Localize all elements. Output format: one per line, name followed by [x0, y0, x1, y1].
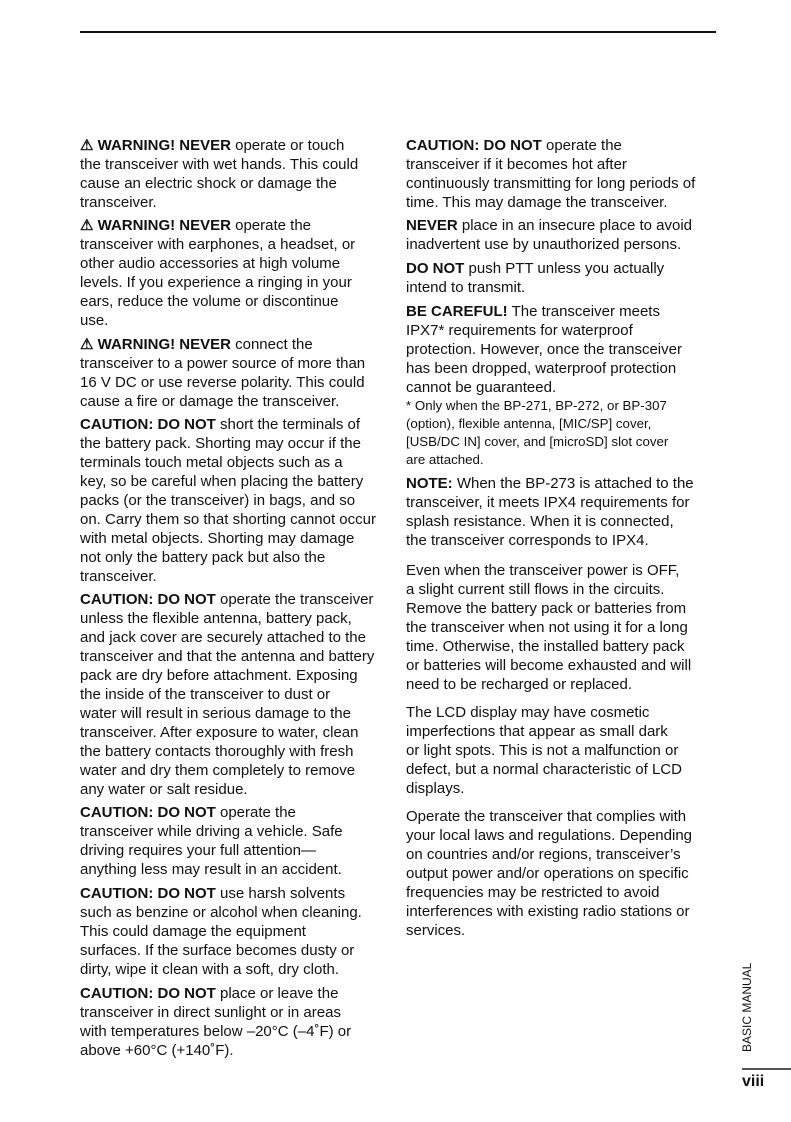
never-insecure-place: NEVER place in an insecure place to avoid inadvertent use by unauthorized persons. — [406, 217, 693, 253]
be-careful-waterproof: BE CAREFUL! The transceiver meets IPX7* requirements for waterproof protection. However, once the transceiver has been dropped, waterproof protection cannot be guaranteed. — [406, 303, 682, 396]
caution-temperature: CAUTION: DO NOT place or leave the transceiver in direct sunlight or in areas with temperatures below –20°C (–4˚F) or above +60°C (+140˚F). — [80, 985, 352, 1059]
warning-power-source: ⚠ WARNING! NEVER connect the transceiver to a power source of more than 16 V DC or use reverse polarity. This could cause a fire or damage the transceiver. — [80, 336, 366, 410]
footer-rule — [742, 1068, 791, 1070]
caution-hot: CAUTION: DO NOT operate the transceiver if it becomes hot after continuously transmitting for long periods of time. This may damage the transceiver. — [406, 137, 696, 211]
note-bp273: NOTE: When the BP-273 is attached to the transceiver, it meets IPX4 requirements for splash resistance. When it is connected, the transceiver corresponds to IPX4. — [406, 475, 694, 549]
caution-solvents: CAUTION: DO NOT use harsh solvents such as benzine or alcohol when cleaning. This could damage the equipment surfaces. If the surface becomes dusty or dirty, wipe it clean with a soft, dry cloth. — [80, 885, 362, 978]
local-laws: Operate the transceiver that complies with your local laws and regulations. Depending on countries and/or regions, transceiver’s output power and/or operations on specific frequencies may be restricted to avoid interferences with existing radio stations or services. — [406, 808, 693, 939]
lcd-imperfections: The LCD display may have cosmetic imperfections that appear as small dark or light spots. This is not a malfunction or defect, but a normal characteristic of LCD displays. — [406, 704, 682, 797]
power-off-current: Even when the transceiver power is OFF, a slight current still flows in the circuits. Remove the battery pack or batteries from the transceiver when not using it for a long time. Otherwise, the installed battery pack or batteries will become exhausted and will need to be recharged or replaced. — [406, 562, 692, 693]
warning-wet-hands: ⚠ WARNING! NEVER operate or touch the transceiver with wet hands. This could cause an electric shock or damage the transceiver. — [80, 137, 359, 211]
footnote-ipx7: * Only when the BP-271, BP-272, or BP-307 (option), flexible antenna, [MIC/SP] cover, [USB/DC IN] cover, and [microSD] slot cover are attached. — [406, 398, 669, 467]
side-label: BASIC MANUAL — [740, 962, 754, 1052]
warning-earphones: ⚠ WARNING! NEVER operate the transceiver with earphones, a headset, or other audio accessories at high volume levels. If you experience a ringing in your ears, reduce the volume or discontinue use. — [80, 217, 356, 329]
page-number: viii — [742, 1073, 765, 1090]
caution-short-terminals: CAUTION: DO NOT short the terminals of the battery pack. Shorting may occur if the terminals touch metal objects such as a key, so be careful when placing the battery packs (or the transceiver) in bags, and so on. Carry them so that shorting cannot occur with metal objects. Shorting may damage not only the battery pack but also the transceiver. — [80, 416, 376, 585]
do-not-push-ptt: DO NOT push PTT unless you actually intend to transmit. — [406, 260, 665, 296]
caution-driving: CAUTION: DO NOT operate the transceiver while driving a vehicle. Safe driving requires your full attention— anything less may result in an accident. — [80, 804, 343, 878]
header-rule — [80, 31, 716, 33]
caution-antenna-cover: CAUTION: DO NOT operate the transceiver unless the flexible antenna, battery pack, and jack cover are securely attached to the transceiver and that the antenna and battery pack are dry before attachment. Exposing the inside of the transceiver to dust or water will result in serious damage to the transceiver. After exposure to water, clean the battery contacts thoroughly with fresh water and dry them completely to remove any water or salt residue. — [80, 591, 375, 798]
